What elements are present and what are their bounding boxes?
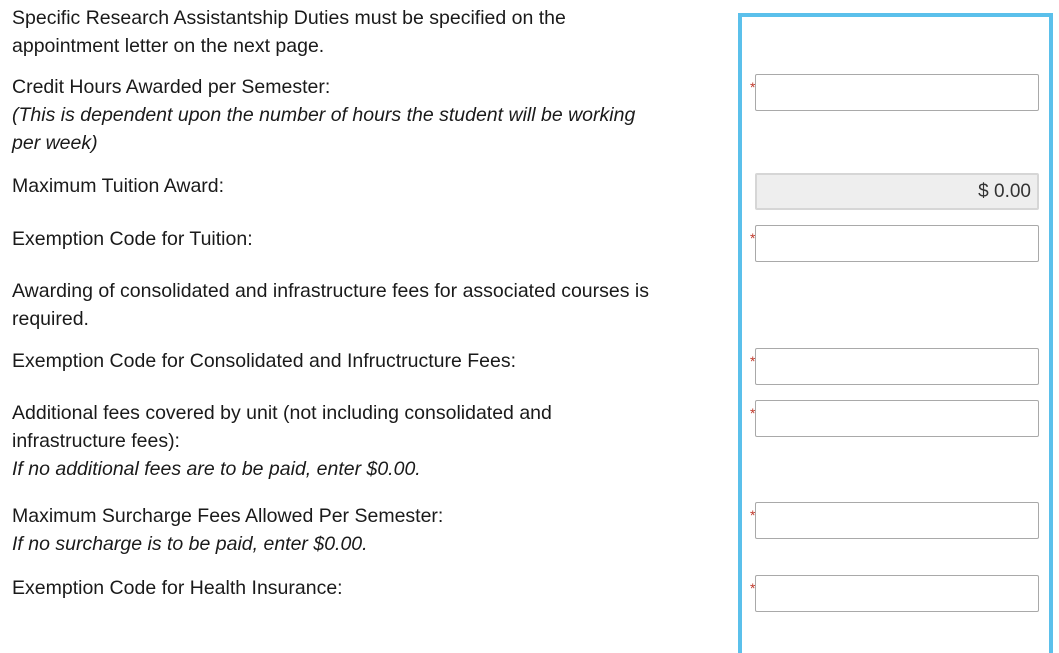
- credit-hours-label: Credit Hours Awarded per Semester:: [12, 76, 331, 98]
- additional-fees-label-line2: infrastructure fees):: [12, 430, 180, 452]
- fees-note-line1: Awarding of consolidated and infrastructure fees for associated courses is: [12, 280, 649, 302]
- surcharge-input[interactable]: [755, 502, 1039, 539]
- fees-note: [12, 277, 649, 333]
- surcharge-note: If no surcharge is to be paid, enter $0.00.: [12, 533, 368, 555]
- additional-fees-label-group: [12, 399, 552, 483]
- credit-hours-note-line1: (This is dependent upon the number of hours the student will be working: [12, 104, 636, 126]
- surcharge-label-group: [12, 502, 443, 558]
- health-exemption-input[interactable]: [755, 575, 1039, 612]
- max-tuition-label: Maximum Tuition Award:: [12, 175, 225, 197]
- fees-exemption-required-marker: *: [750, 353, 756, 369]
- duties-note: [12, 4, 566, 60]
- fees-exemption-label-group: [12, 347, 516, 375]
- max-tuition-field: [755, 173, 1039, 210]
- tuition-exemption-required-marker: *: [750, 230, 756, 246]
- duties-note-line1: Specific Research Assistantship Duties must be specified on the: [12, 7, 566, 29]
- health-exemption-label-group: [12, 574, 343, 602]
- credit-hours-required-marker: *: [750, 79, 756, 95]
- credit-hours-label-group: [12, 73, 635, 157]
- max-tuition-label-group: [12, 172, 224, 200]
- surcharge-label: Maximum Surcharge Fees Allowed Per Semester:: [12, 505, 444, 527]
- surcharge-required-marker: *: [750, 507, 756, 523]
- health-exemption-required-marker: *: [750, 580, 756, 596]
- fees-exemption-label: Exemption Code for Consolidated and Infructructure Fees:: [12, 350, 517, 372]
- additional-fees-note: If no additional fees are to be paid, enter $0.00.: [12, 458, 421, 480]
- additional-fees-label-line1: Additional fees covered by unit (not including consolidated and: [12, 402, 552, 424]
- tuition-exemption-label-group: [12, 225, 253, 253]
- duties-note-line2: appointment letter on the next page.: [12, 35, 325, 57]
- fees-exemption-input[interactable]: [755, 348, 1039, 385]
- tuition-exemption-input[interactable]: [755, 225, 1039, 262]
- credit-hours-note-line2: per week): [12, 132, 98, 154]
- additional-fees-required-marker: *: [750, 405, 756, 421]
- tuition-exemption-label: Exemption Code for Tuition:: [12, 228, 253, 250]
- fees-note-line2: required.: [12, 308, 89, 330]
- health-exemption-label: Exemption Code for Health Insurance:: [12, 577, 343, 599]
- credit-hours-input[interactable]: [755, 74, 1039, 111]
- additional-fees-input[interactable]: [755, 400, 1039, 437]
